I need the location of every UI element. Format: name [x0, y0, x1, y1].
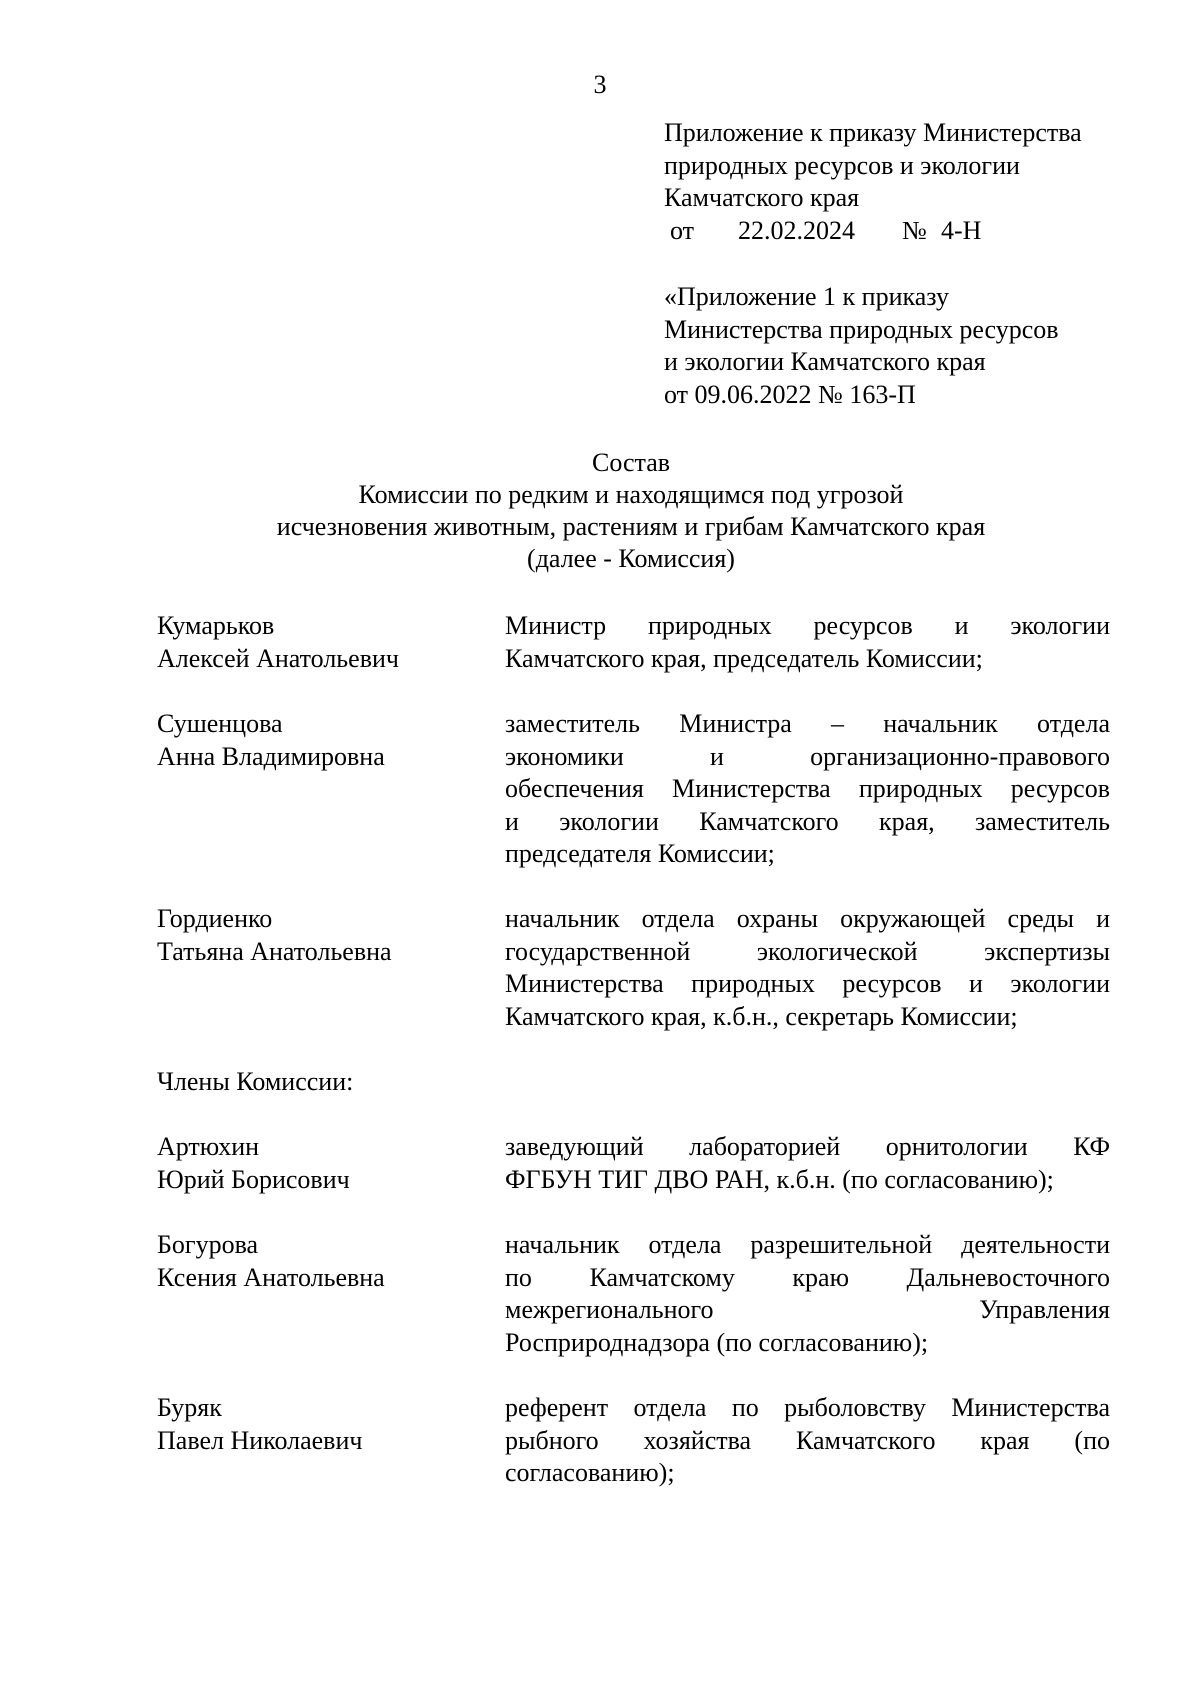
role-line: ФГБУН ТИГ ДВО РАН, к.б.н. (по согласованию);	[505, 1164, 1054, 1194]
role-line: экономики и организационно-правового	[505, 741, 1110, 771]
member-surname: Артюхин	[157, 1132, 260, 1161]
role-line: Камчатского края, к.б.н., секретарь Комиссии;	[505, 1001, 1018, 1031]
member-name	[157, 708, 385, 773]
member-surname: Сушенцова	[157, 709, 283, 738]
page-number: 3	[593, 70, 607, 99]
role-line: заместитель Министра – начальник отдела	[505, 709, 1110, 738]
order-reference	[664, 215, 1082, 248]
title-line: исчезновения животным, растениям и грибам Камчатского края	[276, 512, 986, 541]
member-name	[157, 1229, 385, 1294]
appendix-line: природных ресурсов и экологии	[664, 150, 1020, 180]
role-line: референт отдела по рыболовству Министерства	[505, 1393, 1110, 1422]
member-surname: Гордиенко	[157, 904, 273, 933]
role-line: Министерства природных ресурсов и экологии	[505, 969, 1110, 998]
order-number: 4-Н	[941, 215, 982, 245]
order-number-label: №	[902, 215, 927, 245]
member-given-names: Ксения Анатольевна	[157, 1262, 385, 1292]
member-role	[505, 1131, 1110, 1196]
original-appendix-line: от 09.06.2022 № 163-П	[664, 379, 916, 409]
title-line: Состав	[591, 448, 671, 477]
role-line: Министр природных ресурсов и экологии	[505, 611, 1110, 640]
appendix-block	[664, 117, 1082, 247]
member-role	[505, 1229, 1110, 1359]
member-name	[157, 1131, 350, 1196]
role-line: начальник отдела охраны окружающей среды и	[505, 904, 1110, 933]
member-surname: Буряк	[157, 1393, 222, 1422]
appendix-line: Приложение к приказу Министерства	[664, 118, 1082, 147]
member-surname: Богурова	[157, 1230, 259, 1259]
member-given-names: Павел Николаевич	[157, 1425, 363, 1455]
role-line: согласованию);	[505, 1458, 675, 1487]
original-appendix-line: Министерства природных ресурсов	[664, 314, 1059, 344]
member-name	[157, 1392, 362, 1457]
role-line: межрегионального Управления	[505, 1295, 1110, 1324]
member-role	[505, 708, 1110, 871]
role-line: Росприроднадзора (по согласованию);	[505, 1327, 929, 1357]
order-date: 22.02.2024	[738, 215, 855, 245]
member-role	[505, 903, 1110, 1033]
role-line: по Камчатскому краю Дальневосточного	[505, 1262, 1110, 1292]
member-surname: Кумарьков	[157, 611, 275, 640]
member-role	[505, 610, 1110, 675]
member-given-names: Анна Владимировна	[157, 741, 385, 771]
member-role	[505, 1392, 1110, 1490]
original-appendix-line: «Приложение 1 к приказу	[664, 282, 950, 311]
title-line: Комиссии по редким и находящимся под угрозой	[358, 480, 904, 509]
original-appendix-line: и экологии Камчатского края	[664, 347, 986, 376]
member-given-names: Алексей Анатольевич	[157, 643, 399, 673]
role-line: председателя Комиссии;	[505, 839, 775, 868]
member-given-names: Татьяна Анатольевна	[157, 936, 392, 966]
role-line: государственной экологической экспертизы	[505, 936, 1110, 966]
role-line: рыбного хозяйства Камчатского края (по	[505, 1425, 1110, 1455]
role-line: заведующий лабораторией орнитологии КФ	[505, 1132, 1110, 1161]
member-name	[157, 903, 392, 968]
document-title	[0, 447, 1200, 575]
role-line: Камчатского края, председатель Комиссии;	[505, 643, 983, 673]
original-appendix-block	[664, 281, 1059, 411]
appendix-line: Камчатского края	[664, 183, 860, 212]
member-given-names: Юрий Борисович	[157, 1164, 350, 1194]
role-line: и экологии Камчатского края, заместитель	[505, 806, 1110, 836]
title-line: (далее - Комиссия)	[527, 544, 735, 573]
member-name	[157, 610, 399, 675]
role-line: начальник отдела разрешительной деятельности	[505, 1230, 1110, 1259]
order-from-label: от	[670, 215, 695, 245]
members-heading: Члены Комиссии:	[157, 1067, 354, 1096]
role-line: обеспечения Министерства природных ресурсов	[505, 774, 1110, 803]
